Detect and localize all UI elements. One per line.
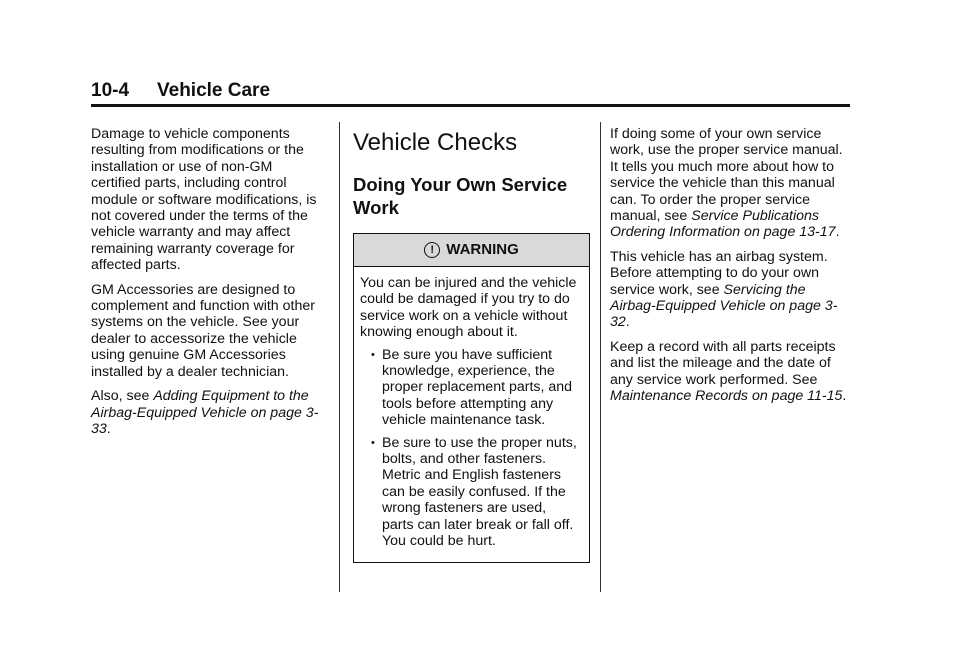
paragraph-also-see — [91, 388, 323, 437]
warning-bullet-text: Be sure to use the proper nuts, bolts, and other fasteners. Metric and English fasteners can be easily confused. If the wrong fasteners are used, parts can later break or fall off. You could be hurt. — [382, 434, 577, 550]
paragraph-service-manual — [610, 126, 854, 241]
text-prefix: Also, see — [91, 388, 154, 405]
section-title: Vehicle Care — [157, 80, 271, 101]
text-suffix: . — [106, 420, 111, 437]
text-prefix: If doing some of your own service work, use the proper service manual. It tells you much more about how to service the vehicle than this manual can. To order the proper service manual, see — [610, 126, 843, 225]
warning-bullet — [360, 435, 581, 550]
warning-bullet — [360, 347, 581, 429]
paragraph-keep-records — [610, 339, 854, 405]
subsection-heading: Doing Your Own Service Work — [353, 174, 568, 218]
bullet-icon: • — [371, 348, 375, 361]
paragraph-gm-accessories: GM Accessories are designed to complement and function with other systems on the vehicle. See your dealer to accessorize the vehicle using genuine GM Accessories installed by a dealer technician. — [91, 281, 315, 380]
warning-bullet-text: Be sure you have sufficient knowledge, experience, the proper replacement parts, and tools before attempting any vehicle maintenance task. — [382, 346, 573, 429]
warning-triangle-icon: ! — [424, 242, 440, 258]
text-suffix: . — [842, 388, 847, 405]
warning-label: WARNING — [446, 241, 519, 258]
paragraph-airbag-system — [610, 249, 854, 331]
column-middle — [353, 126, 590, 563]
warning-body — [354, 267, 589, 562]
column-right — [610, 126, 854, 413]
column-left — [91, 126, 323, 445]
page-header — [91, 80, 850, 107]
cross-reference-link[interactable]: Servicing the Airbag-Equipped Vehicle on page 3-32 — [610, 281, 838, 331]
page-number: 10-4 — [91, 80, 130, 101]
paragraph-warranty-damage: Damage to vehicle components resulting from modifications or the installation or use of non-GM certified parts, including control module or software modifications, is not covered under the terms of the vehicle warranty and may affect remaining warranty coverage for affected parts. — [91, 126, 317, 274]
column-divider-right — [600, 122, 601, 592]
text-suffix: . — [835, 224, 840, 241]
cross-reference-link[interactable]: Adding Equipment to the Airbag-Equipped Vehicle on page 3-33 — [91, 388, 319, 437]
text-prefix: Keep a record with all parts receipts and list the mileage and the date of any service work performed. See — [610, 338, 836, 388]
text-suffix: . — [625, 314, 630, 331]
warning-intro: You can be injured and the vehicle could be damaged if you try to do service work on a vehicle without knowing enough about it. — [360, 275, 577, 341]
cross-reference-link[interactable]: Service Publications Ordering Information on page 13-17 — [610, 208, 836, 241]
warning-box — [353, 233, 590, 563]
column-divider-left — [339, 122, 340, 592]
text-prefix: This vehicle has an airbag system. Before attempting to do your own service work, see — [610, 248, 828, 298]
cross-reference-link[interactable]: Maintenance Records on page 11-15 — [610, 388, 843, 405]
warning-header — [354, 234, 589, 267]
section-heading: Vehicle Checks — [353, 129, 518, 156]
bullet-icon: • — [371, 436, 375, 449]
